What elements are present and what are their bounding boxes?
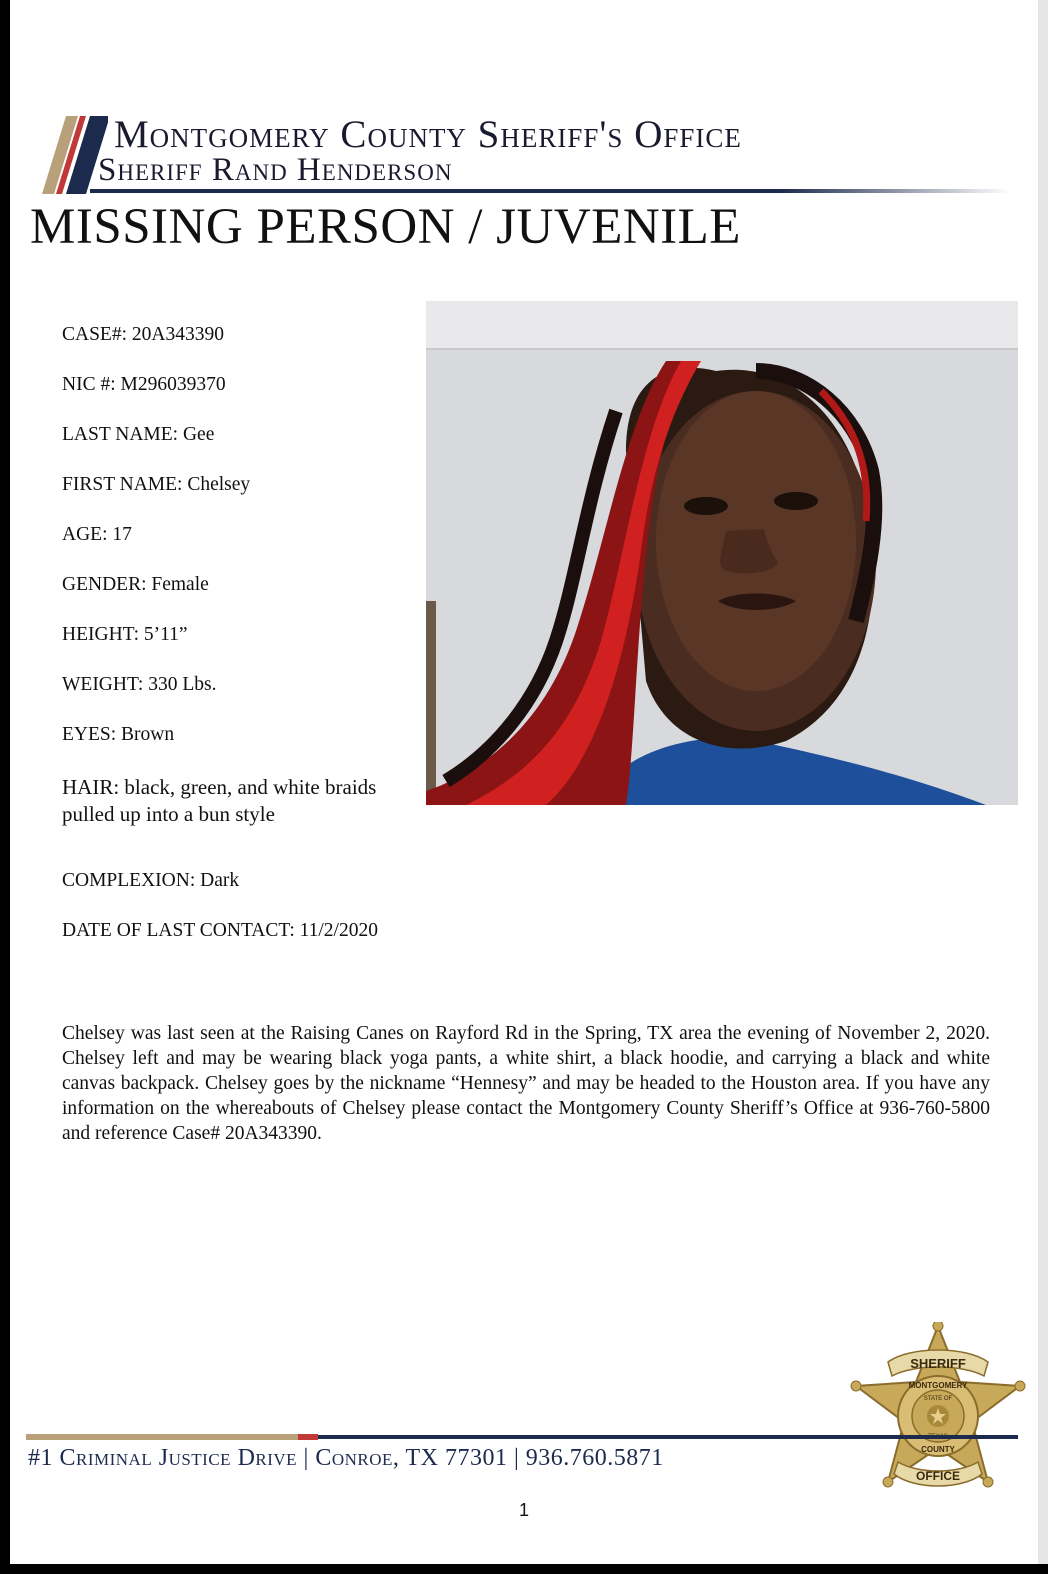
badge-bottom-text: OFFICE: [916, 1469, 960, 1483]
footer-rule-navy: [318, 1435, 1018, 1439]
incident-narrative: Chelsey was last seen at the Raising Canes on Rayford Rd in the Spring, TX area the evening of November 2, 2020. Chelsey left and may be wearing black yoga pants, a white shirt, a black hoodie, and carrying a black and white canvas backpack. Chelsey goes by the nickname “Hennesy” and may be headed to the Houston area. If you have any information on the whereabouts of Chelsey please contact the Montgomery County Sheriff’s Office at 936-760-5800 and reference Case# 20A343390.: [62, 1023, 990, 1144]
case-number: CASE#: 20A343390: [62, 324, 224, 345]
weight: WEIGHT: 330 Lbs.: [62, 674, 217, 695]
page-title: MISSING PERSON / JUVENILE: [30, 199, 741, 255]
badge-ring-top-text: MONTGOMERY: [908, 1381, 968, 1390]
badge-top-text: SHERIFF: [910, 1356, 966, 1371]
age: AGE: 17: [62, 524, 132, 545]
height: HEIGHT: 5’11”: [62, 624, 188, 645]
footer-rule-red: [298, 1434, 318, 1440]
missing-person-photo: [426, 301, 1018, 805]
page-number: 1: [518, 1500, 529, 1520]
gender: GENDER: Female: [62, 574, 209, 595]
sheriff-name: Sheriff Rand Henderson: [98, 152, 453, 188]
last-name: LAST NAME: Gee: [62, 424, 215, 445]
nic-number: NIC #: M296039370: [62, 374, 226, 395]
badge-ring-bottom-text: COUNTY: [921, 1445, 955, 1454]
flyer-page: [10, 0, 1038, 1564]
footer-address: #1 Criminal Justice Drive | Conroe, TX 77301 | 936.760.5871: [28, 1445, 664, 1471]
header-divider: [90, 189, 1010, 193]
badge-state-top-text: STATE OF: [923, 1396, 953, 1402]
date-of-last-contact: DATE OF LAST CONTACT: 11/2/2020: [62, 920, 378, 941]
complexion: COMPLEXION: Dark: [62, 870, 240, 891]
sheriff-badge-icon: [848, 1322, 1028, 1502]
background-strip: [1038, 0, 1048, 1564]
first-name: FIRST NAME: Chelsey: [62, 474, 251, 495]
agency-logo-icon: [28, 116, 108, 196]
agency-name: Montgomery County Sheriff's Office: [114, 113, 742, 156]
footer-rule-gold: [26, 1434, 298, 1440]
hair: HAIR: black, green, and white braids pulled up into a bun style: [62, 775, 377, 826]
eyes: EYES: Brown: [62, 724, 175, 745]
